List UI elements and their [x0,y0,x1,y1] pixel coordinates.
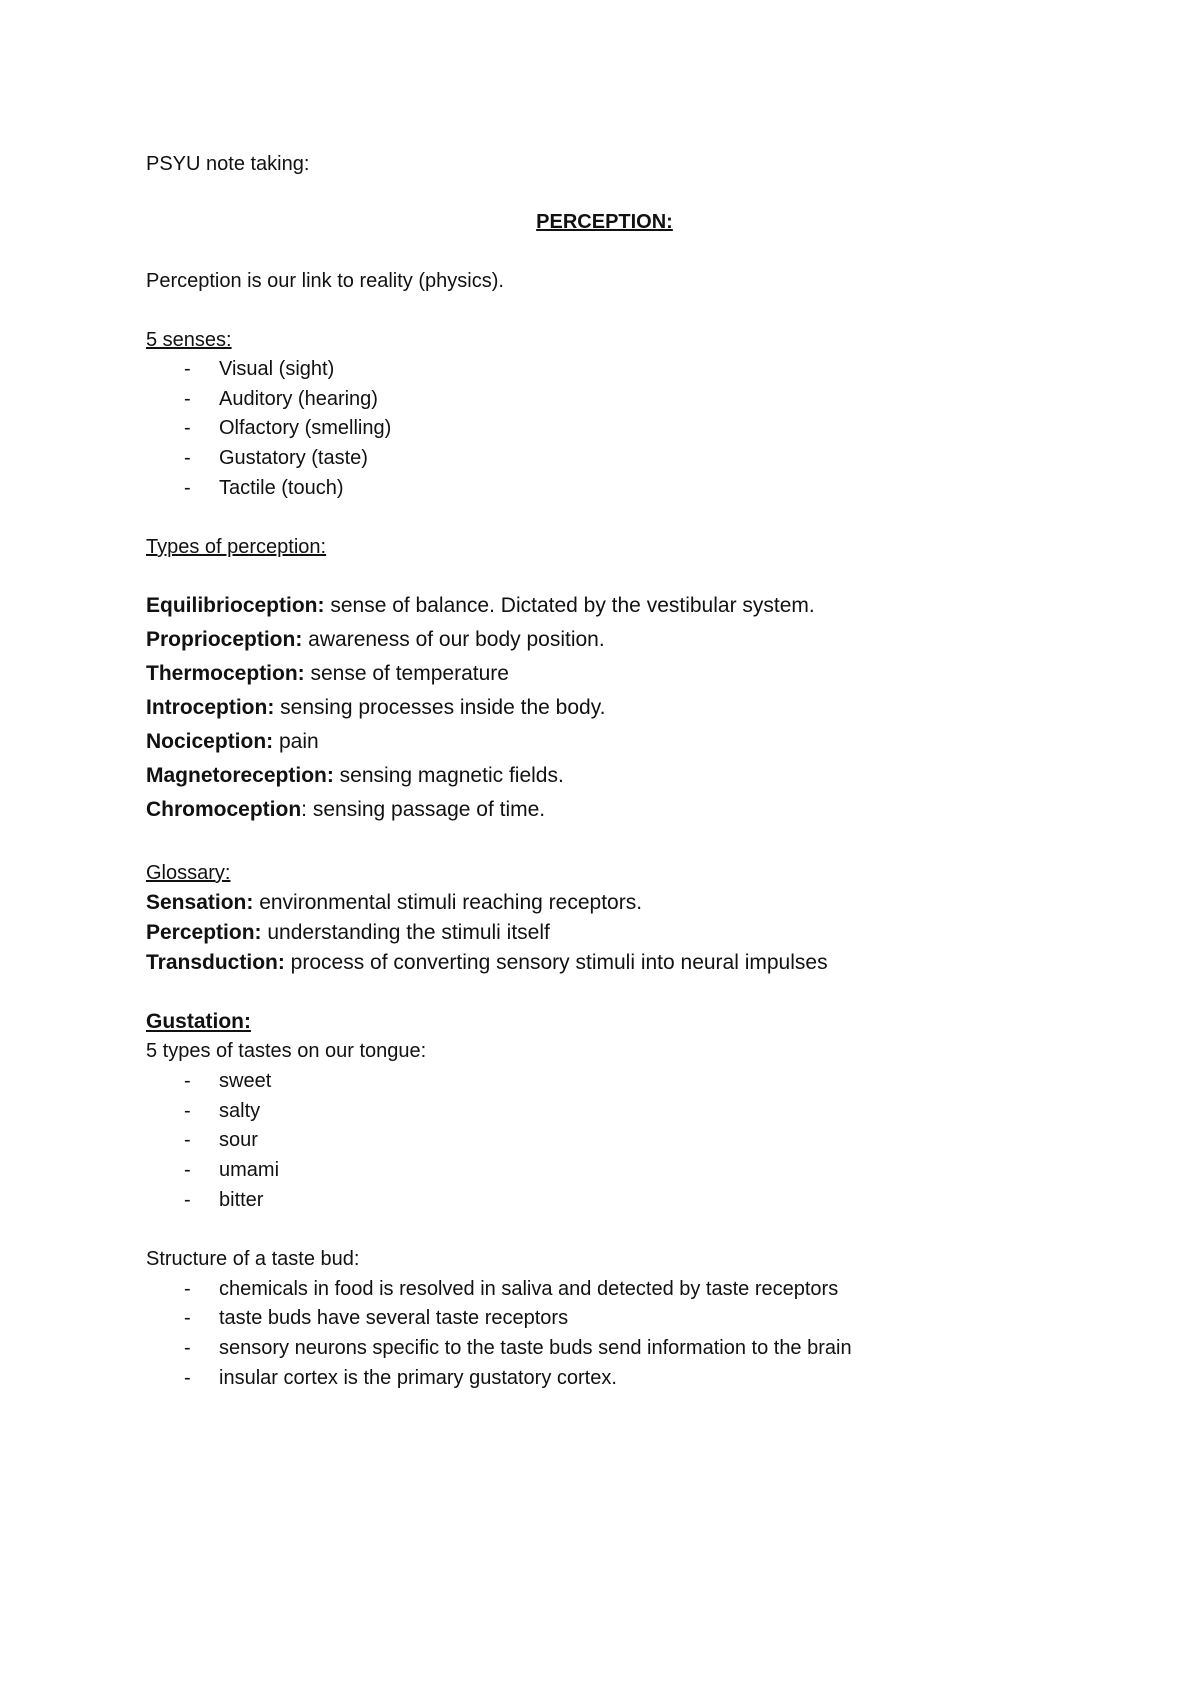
type-definition: Nociception: pain [146,730,319,753]
intro-text: Perception is our link to reality (physics). [146,270,504,292]
type-definition: Proprioception: awareness of our body position. [146,628,605,651]
bullet-dash: - [184,447,191,469]
glossary-definition: Sensation: environmental stimuli reaching receptors. [146,891,643,914]
bullet-dash: - [184,477,191,499]
senses-heading: 5 senses: [146,329,232,351]
glossary-heading: Glossary: [146,862,231,884]
bullet-dash: - [184,417,191,439]
bullet-dash: - [184,1367,191,1389]
page-title: PERCEPTION: [536,211,673,233]
type-definition: Chromoception: sensing passage of time. [146,798,546,821]
bullet-dash: - [184,1189,191,1211]
types-heading: Types of perception: [146,536,327,558]
bullet-dash: - [184,1070,191,1092]
gustation-heading: Gustation: [146,1010,251,1033]
bullet-dash: - [184,1129,191,1151]
document-page: PSYU note taking: PERCEPTION: Perception is our link to reality (physics). 5 senses: - Visual (sight) - Auditory (hearing) - Olfactory (smelling) - Gustatory (taste) - Tactile (touch) Types of perception: Equilibrioception: sense of balance. Dictated by the vestibular system. Proprioception: awareness of our body position. Thermoception: sense of temperature Introception: sensing processes inside the body. Nociception: pain Magnetoreception: sensing magnetic fields. Chromoception: sensing passage of time. Glossary: Sensation: environmental stimuli reaching receptors. Perception: understanding the stimuli itself Transduction: process of converting sensory stimuli into neural impulses Gustation: 5 types of tastes on our tongue: - sweet - salty - sour - umami - bitter Structure of a taste bud: - chemicals in food is resolved in saliva and detected by taste receptors - taste buds have several taste receptors - sensory neurons specific to the taste buds send information to the brain - insular cortex is the primary gustatory cortex. [0,0,1200,1696]
taste-bud-heading: Structure of a taste bud: [146,1248,360,1270]
bullet-dash: - [184,1337,191,1359]
type-definition: Thermoception: sense of temperature [146,662,509,685]
type-definition: Introception: sensing processes inside the body. [146,696,606,719]
bullet-dash: - [184,358,191,380]
type-definition: Magnetoreception: sensing magnetic fields. [146,764,564,787]
glossary-definition: Perception: understanding the stimuli itself [146,921,550,944]
bullet-dash: - [184,1278,191,1300]
bullet-dash: - [184,1100,191,1122]
glossary-definition: Transduction: process of converting sensory stimuli into neural impulses [146,951,828,974]
type-definition: Equilibrioception: sense of balance. Dictated by the vestibular system. [146,594,815,617]
bullet-dash: - [184,1307,191,1329]
bullet-dash: - [184,388,191,410]
bullet-dash: - [184,1159,191,1181]
note-label: PSYU note taking: [146,153,310,175]
tastes-intro: 5 types of tastes on our tongue: [146,1040,427,1062]
